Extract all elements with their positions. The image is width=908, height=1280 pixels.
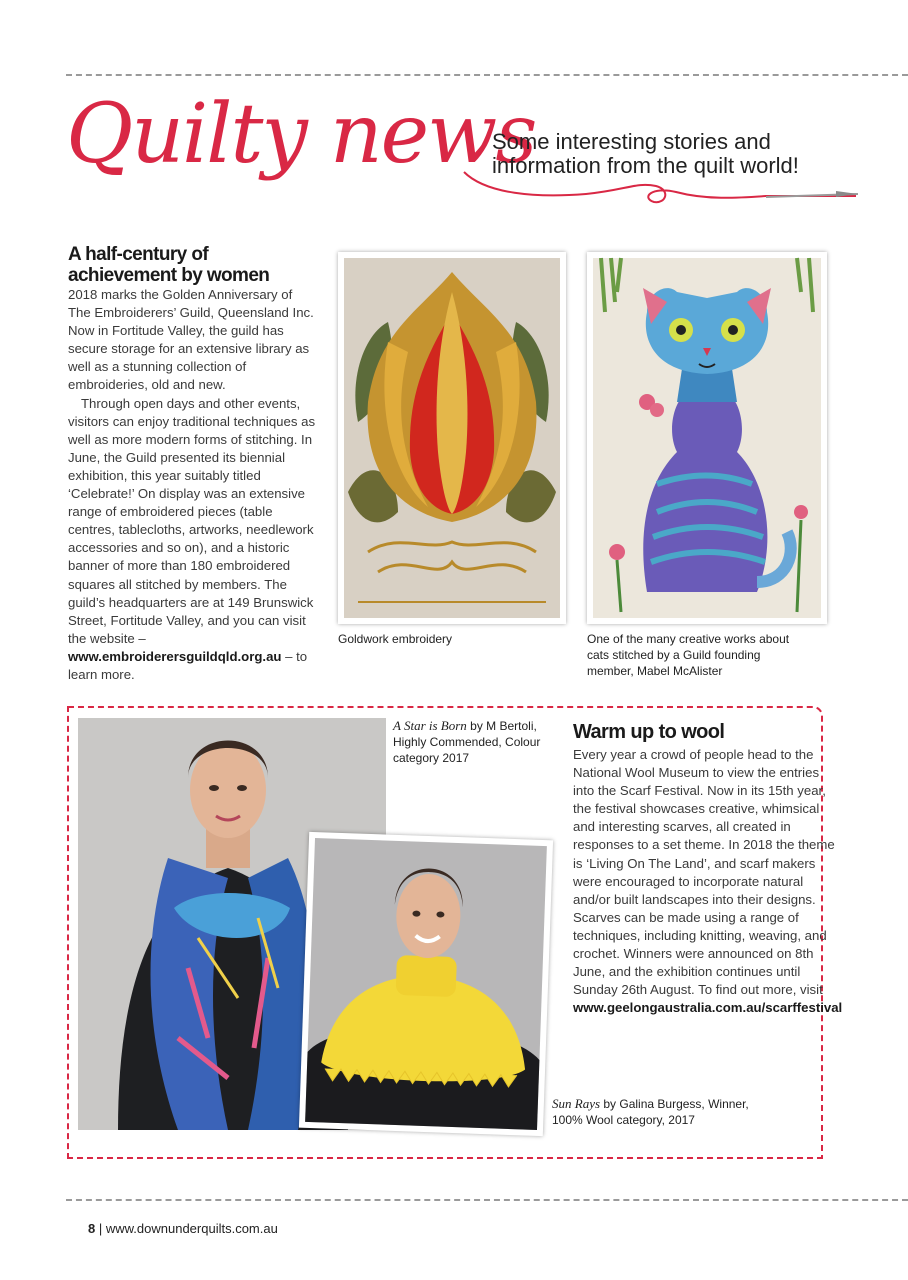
footer-separator: | <box>95 1221 106 1236</box>
masthead-subtitle-line2: information from the quilt world! <box>492 153 799 178</box>
guild-website-link[interactable]: www.embroiderersguildqld.org.au <box>68 648 282 664</box>
sunrays-photo <box>299 832 553 1136</box>
article-guild-heading: A half-century of achievement by women <box>68 244 270 286</box>
sunrays-model-image <box>299 832 553 1136</box>
scarf-title: A Star is Born <box>393 718 467 733</box>
article-guild-para-end: – to learn more. <box>68 648 308 682</box>
page-footer <box>88 1221 278 1236</box>
scarf-caption-text: by M Bertoli, Highly Commended, Colour category 2017 <box>393 719 541 765</box>
goldwork-caption: Goldwork embroidery <box>338 632 453 646</box>
article-wool-body-text: Every year a crowd of people head to the National Wool Museum to view the entries into the Scarf Festival. Now in its 15th year, the festival showcases creative, whimsical and interesting scarves, all created in responses to a set theme. In 2018 the theme is ‘Living On The Land’, and scarf makers were encouraged to incorporate natural and/or built landscapes into their designs. Scarves can be made using a range of techniques, including knitting, weaving, and crochet. Winners were announced on 8th June, and the exhibition continues until Sunday 26th August. To find out more, visit <box>573 747 835 998</box>
goldwork-photo <box>338 252 566 624</box>
article-guild-para1: 2018 marks the Golden Anniversary of The Embroiderers’ Guild, Queensland Inc. Now in Fortitude Valley, the guild has secure storage for an extensive library as well as a stunning collection of embroideries, old and new. <box>68 287 314 393</box>
sunrays-title: Sun Rays <box>552 1096 601 1111</box>
wool-website-link[interactable]: www.geelongaustralia.com.au/scarffestival <box>573 1000 843 1016</box>
article-guild-para2 <box>68 395 318 685</box>
goldwork-embroidery-image <box>338 252 566 624</box>
sunrays-caption <box>552 1096 762 1128</box>
masthead-title: Quilty news <box>66 87 536 182</box>
article-wool <box>573 720 843 1017</box>
top-dashed-rule <box>66 74 908 76</box>
bottom-dashed-rule <box>66 1199 908 1201</box>
masthead <box>66 87 886 234</box>
sunrays-caption-text: by Galina Burgess, Winner, 100% Wool category, 2017 <box>552 1097 749 1127</box>
scarf-caption <box>393 718 558 766</box>
article-wool-body <box>573 746 843 1017</box>
article-guild <box>68 244 318 684</box>
footer-website[interactable]: www.downunderquilts.com.au <box>105 1221 278 1236</box>
masthead-subtitle-line1: Some interesting stories and <box>492 129 771 154</box>
article-guild-para2-text: Through open days and other events, visitors can enjoy traditional techniques as well as more modern forms of stitching. In June, the Guild presented its biennial exhibition, this year suitably titled ‘Celebrate!’ On display was an extensive range of embroidered pieces (table centres, tablecloths, artworks, needlework accessories and so on), and a historic banner of more than 180 embroidered squares all stitched by members. The guild’s headquarters are at 149 Brunswick Street, Fortitude Valley, and you can visit the website – <box>68 395 316 646</box>
cat-embroidery-image <box>587 252 827 624</box>
article-wool-heading: Warm up to wool <box>573 721 725 743</box>
cat-caption: One of the many creative works about cats stitched by a Guild founding member, Mabel McAlister <box>587 632 790 678</box>
masthead-subtitle <box>492 130 799 178</box>
page-number: 8 <box>88 1221 96 1236</box>
cat-photo <box>587 252 827 624</box>
